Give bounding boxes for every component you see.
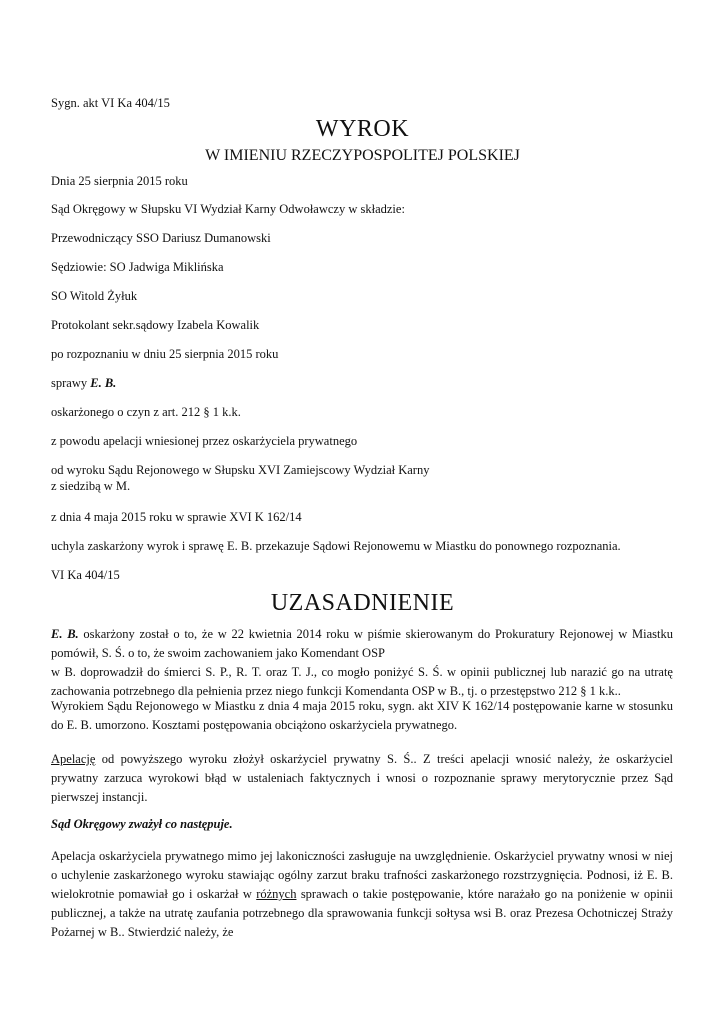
judge-second: SO Witold Żyłuk — [51, 289, 138, 303]
various-link[interactable]: różnych — [256, 887, 297, 901]
lower-court-line-1: od wyroku Sądu Rejonowego w Słupsku XVI Zamiejscowy Wydział Karny — [51, 463, 430, 477]
lower-court-line-2: z siedzibą w M. — [51, 479, 131, 493]
case-of — [51, 375, 116, 391]
appeal-source: z powodu apelacji wniesionej przez oskarżyciela prywatnego — [51, 434, 358, 448]
reasons-paragraph-1 — [51, 625, 673, 701]
reasons-title: UZASADNIENIE — [270, 590, 455, 616]
defendant-name: E. B. — [90, 376, 117, 390]
presiding-judge: Przewodniczący SSO Dariusz Dumanowski — [51, 231, 271, 245]
court-considerations-heading: Sąd Okręgowy zważył co następuje. — [51, 817, 233, 831]
appeal-link[interactable]: Apelację — [51, 752, 96, 766]
reasons-reference: VI Ka 404/15 — [51, 568, 120, 582]
lower-court-date: z dnia 4 maja 2015 roku w sprawie XVI K 162/14 — [51, 510, 302, 524]
case-reference: Sygn. akt VI Ka 404/15 — [51, 96, 170, 110]
reasons-paragraph-4 — [51, 847, 673, 942]
verdict-subtitle: W IMIENIU RZECZYPOSPOLITEJ POLSKIEJ — [205, 147, 520, 164]
verdict-date: Dnia 25 sierpnia 2015 roku — [51, 174, 188, 188]
reasons-paragraph-2: Wyrokiem Sądu Rejonowego w Miastku z dnia 4 maja 2015 roku, sygn. akt XIV K 162/14 postępowanie karne w stosunku do E. B. umorzono. Kosztami postępowania obciążono oskarżyciela prywatnego. — [51, 699, 673, 732]
paragraph-4-text-a: Apelacja oskarżyciela prywatnego mimo jej lakoniczności zasługuje na uwzględnienie. Oskarżyciel prywatny wnosi w niej o uchylenie zaskarżonego wyroku stawiając ogólny zarzut braku trafności zaskarżonego rozstrzygnięcia. Podnosi, iż E. B. wielokrotnie pomawiał go i oskarżał w — [51, 849, 673, 901]
paragraph-1-text-b: w B. doprowadził do śmierci S. P., R. T. oraz T. J., co mogło poniżyć S. Ś. w opinii publicznej lub narazić go na utratę zachowania potrzebnego dla pełnienia przez niego funkcji Komendanta OSP w B., tj. o przestępstwo 212 § 1 k.k.. — [51, 665, 673, 698]
reasons-paragraph-3 — [51, 750, 673, 807]
hearing-date: po rozpoznaniu w dniu 25 sierpnia 2015 roku — [51, 347, 279, 361]
defendant-name-reasons: E. B. — [51, 627, 79, 641]
case-prefix: sprawy — [51, 376, 88, 390]
paragraph-4-text-b: sprawach o takie postępowanie, które narażało go na poniżenie w opinii publicznej, a także na utratę zaufania potrzebnego dla sprawowania funkcji sołtysa wsi B. oraz Prezesa Ochotniczej Straży Pożarnej w B.. Stwierdzić należy, że — [51, 887, 673, 939]
paragraph-1-text-a: oskarżony został o to, że w 22 kwietnia 2014 roku w piśmie skierowanym do Prokuratury Rejonowej w Miastku pomówił, S. Ś. o to, że swoim zachowaniem jako Komendant OSP — [51, 627, 673, 660]
ruling: uchyla zaskarżony wyrok i sprawę E. B. przekazuje Sądowi Rejonowemu w Miastku do ponownego rozpoznania. — [51, 539, 621, 553]
court-clerk: Protokolant sekr.sądowy Izabela Kowalik — [51, 318, 260, 332]
verdict-title: WYROK — [315, 116, 410, 142]
court-composition: Sąd Okręgowy w Słupsku VI Wydział Karny Odwoławczy w składzie: — [51, 202, 405, 216]
paragraph-3-text: od powyższego wyroku złożył oskarżyciel prywatny S. Ś.. Z treści apelacji wnosić należy, że oskarżyciel prywatny zarzuca wyrokowi błąd w ustaleniach faktycznych i wnosi o rozpoznanie sprawy merytorycznie przez Sąd pierwszej instancji. — [51, 752, 673, 804]
charge: oskarżonego o czyn z art. 212 § 1 k.k. — [51, 405, 241, 419]
judges: Sędziowie: SO Jadwiga Miklińska — [51, 260, 224, 274]
